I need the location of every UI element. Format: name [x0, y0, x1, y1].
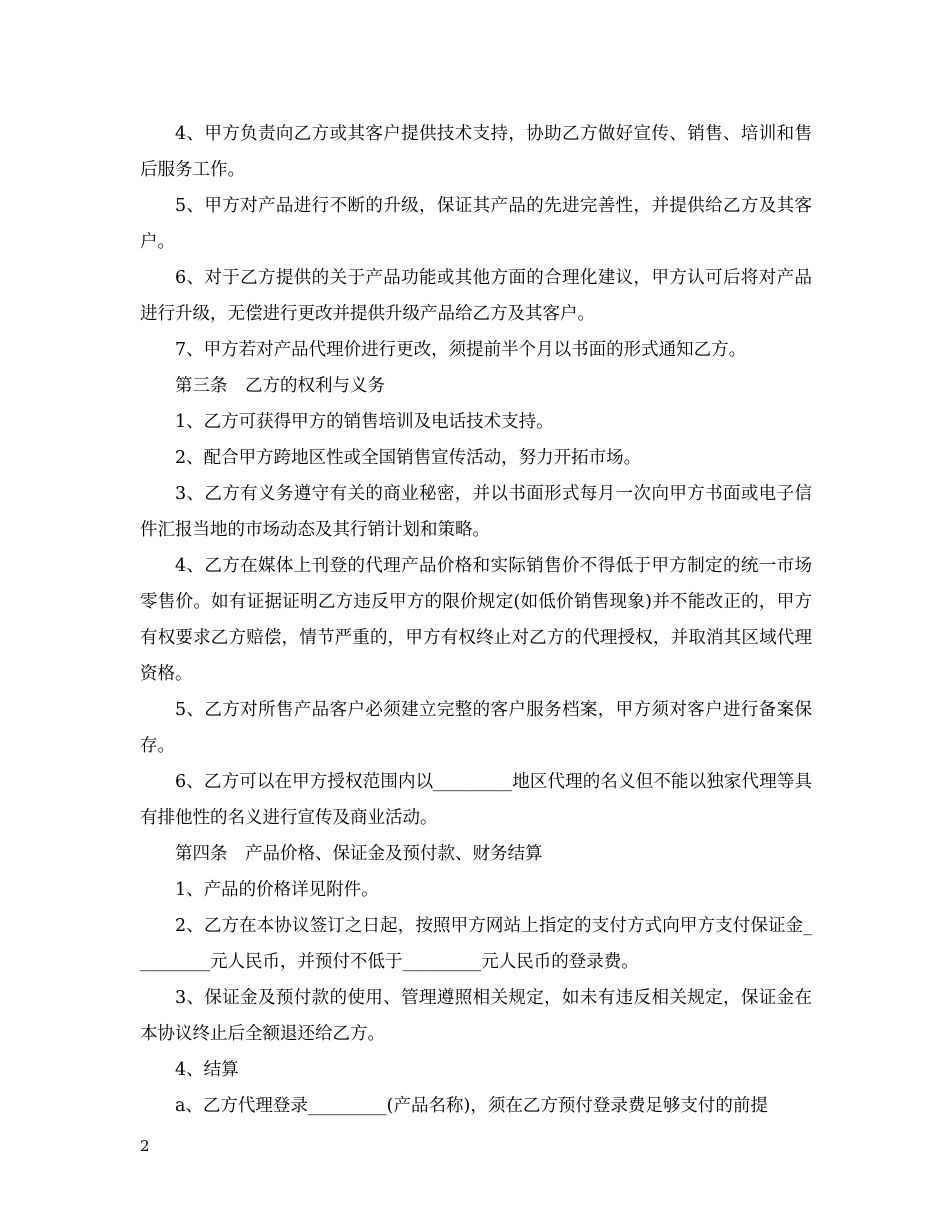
paragraph: 4、结算 [175, 1060, 239, 1080]
paragraph: 2、配合甲方跨地区性或全国销售宣传活动，努力开拓市场。 [175, 448, 642, 468]
paragraph: 6、乙方可以在甲方授权范围内以_________地区代理的名义但不能以独家代理等具有排他性的名义进行宣传及商业活动。 [140, 772, 812, 828]
paragraph: 5、甲方对产品进行不断的升级，保证其产品的先进完善性，并提供给乙方及其客户。 [140, 196, 812, 252]
paragraph: 6、对于乙方提供的关于产品功能或其他方面的合理化建议，甲方认可后将对产品进行升级，无偿进行更改并提供升级产品给乙方及其客户。 [140, 268, 812, 324]
paragraph: 4、乙方在媒体上刊登的代理产品价格和实际销售价不得低于甲方制定的统一市场零售价。如有证据证明乙方违反甲方的限价规定(如低价销售现象)并不能改正的，甲方有权要求乙方赔偿，情节严重的，甲方有权终止对乙方的代理授权，并取消其区域代理资格。 [140, 556, 812, 684]
paragraph: 1、乙方可获得甲方的销售培训及电话技术支持。 [175, 412, 554, 432]
paragraph: 2、乙方在本协议签订之日起，按照甲方网站上指定的支付方式向甲方支付保证金_________元人民币，并预付不低于_________元人民币的登录费。 [140, 916, 812, 972]
section-heading: 第四条 产品价格、保证金及预付款、财务结算 [175, 844, 543, 864]
paragraph: 7、甲方若对产品代理价进行更改，须提前半个月以书面的形式通知乙方。 [175, 340, 747, 360]
document-page [140, 116, 812, 1124]
page-number: 2 [140, 1137, 150, 1155]
paragraph: 3、保证金及预付款的使用、管理遵照相关规定，如未有违反相关规定，保证金在本协议终止后全额退还给乙方。 [140, 988, 812, 1044]
paragraph: 4、甲方负责向乙方或其客户提供技术支持，协助乙方做好宣传、销售、培训和售后服务工作。 [140, 124, 812, 180]
section-heading: 第三条 乙方的权利与义务 [175, 376, 385, 396]
paragraph: a、乙方代理登录_________(产品名称)，须在乙方预付登录费足够支付的前提 [175, 1096, 768, 1116]
paragraph: 1、产品的价格详见附件。 [175, 880, 379, 900]
paragraph: 5、乙方对所售产品客户必须建立完整的客户服务档案，甲方须对客户进行备案保存。 [140, 700, 812, 756]
paragraph: 3、乙方有义务遵守有关的商业秘密，并以书面形式每月一次向甲方书面或电子信件汇报当地的市场动态及其行销计划和策略。 [140, 484, 812, 540]
